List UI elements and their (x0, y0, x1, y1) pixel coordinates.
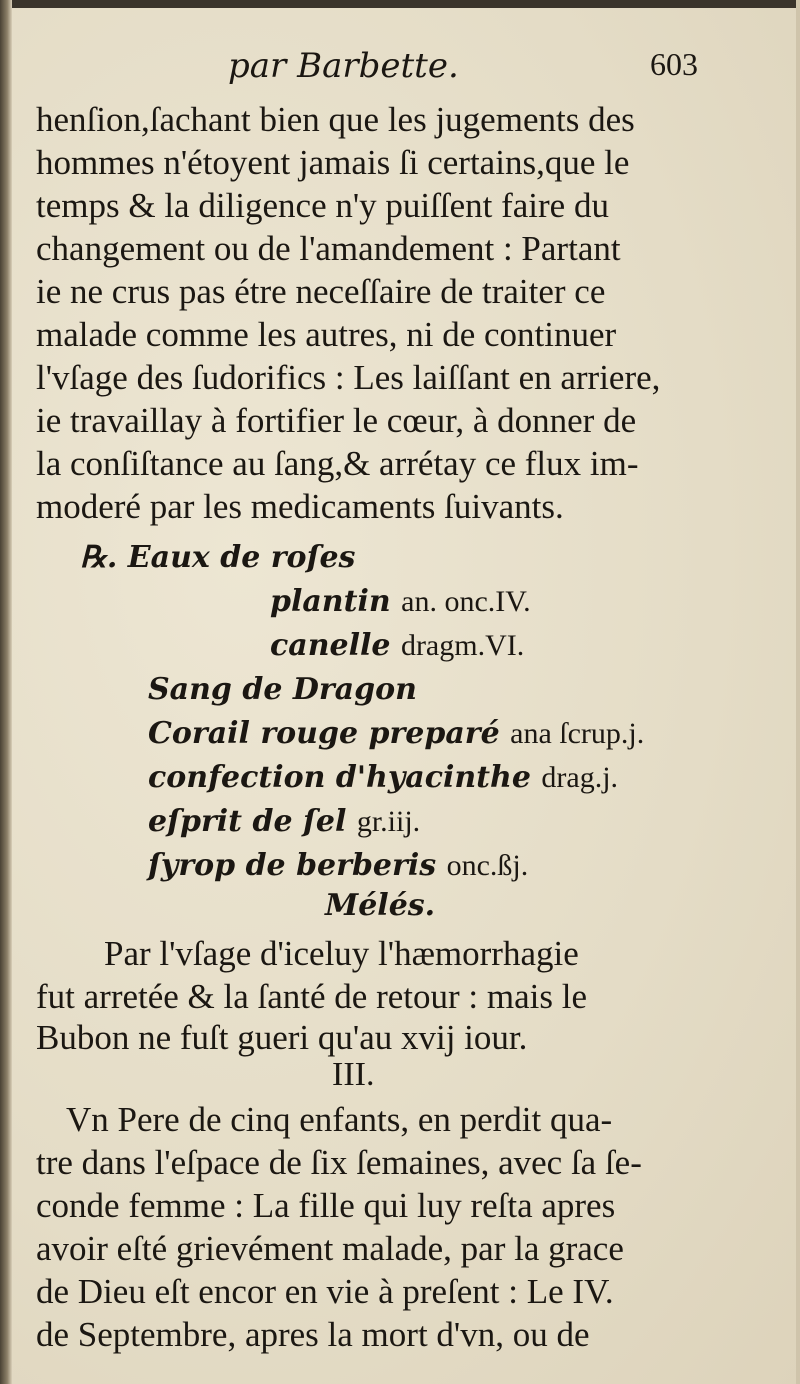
ingredient-dose: dragm.VI. (400, 629, 525, 662)
ingredient-name: canelle (270, 628, 391, 663)
text-line: avoir eſté grievément malade, par la grace (36, 1229, 624, 1268)
text-line: fut arretée & la ſanté de retour : mais le (36, 977, 587, 1016)
text-line: malade comme les autres, ni de continuer (36, 315, 617, 354)
text-line: henſion,ſachant bien que les jugements des (36, 100, 635, 139)
text-line: ie travaillay à fortifier le cœur, à donner de (36, 401, 637, 440)
ingredient-name: Corail rouge preparé (148, 716, 500, 751)
text-line: conde femme : La fille qui luy reſta apres (36, 1186, 616, 1225)
text-line: Par l'vſage d'iceluy l'hæmorrhagie (104, 934, 579, 973)
ingredient-dose: ana ſcrup.j. (510, 717, 645, 750)
text-line: ie ne crus pas étre neceſſaire de traiter ce (36, 272, 606, 311)
ingredient-name: eſprit de ſel (148, 804, 347, 839)
prescription-line (148, 846, 528, 886)
recipe-symbol: ℞. (80, 540, 118, 575)
text-line: Vn Pere de cinq enfants, en perdit qua- (66, 1100, 613, 1139)
page-header (0, 46, 800, 96)
prescription-line (148, 670, 417, 710)
text-line: l'vſage des ſudorifics : Les laiſſant en arriere, (36, 358, 661, 397)
ingredient-name: ſyrop de berberis (148, 848, 437, 883)
prescription-line (148, 758, 618, 798)
ingredient-name: plantin (270, 584, 391, 619)
page-number: 603 (650, 46, 698, 82)
text-line: de Dieu eſt encor en vie à preſent : Le IV. (36, 1272, 614, 1311)
text-line: moderé par les medicaments ſuivants. (36, 487, 564, 526)
ingredient-name: Eaux de roſes (127, 540, 356, 575)
ingredient-dose: an. onc.IV. (401, 585, 531, 618)
text-line: temps & la diligence n'y puiſſent faire du (36, 186, 609, 225)
section-number: III. (332, 1056, 375, 1093)
prescription-line (148, 714, 644, 754)
text-line: Bubon ne fuſt gueri qu'au xvij iour. (36, 1018, 528, 1057)
ingredient-dose: onc.ßj. (446, 849, 529, 882)
text-line: hommes n'étoyent jamais ſi certains,que le (36, 143, 630, 182)
ingredient-dose: gr.iij. (356, 805, 421, 838)
prescription-line (270, 582, 531, 622)
prescription-line (270, 626, 524, 666)
text-line: la conſiſtance au ſang,& arrétay ce flux im- (36, 444, 639, 483)
text-line: tre dans l'eſpace de ſix ſemaines, avec ſa ſe- (36, 1143, 642, 1182)
prescription-line (148, 802, 420, 842)
text-line: changement ou de l'amandement : Partant (36, 229, 621, 268)
ingredient-name: Sang de Dragon (148, 672, 417, 707)
prescription-line (80, 538, 355, 578)
running-head: par Barbette. (228, 46, 459, 86)
ingredient-name: confection d'hyacinthe (148, 760, 531, 795)
text-line: de Septembre, apres la mort d'vn, ou de (36, 1315, 590, 1354)
prescription-mix: Mélés. (325, 888, 436, 923)
ingredient-dose: drag.j. (541, 761, 619, 794)
